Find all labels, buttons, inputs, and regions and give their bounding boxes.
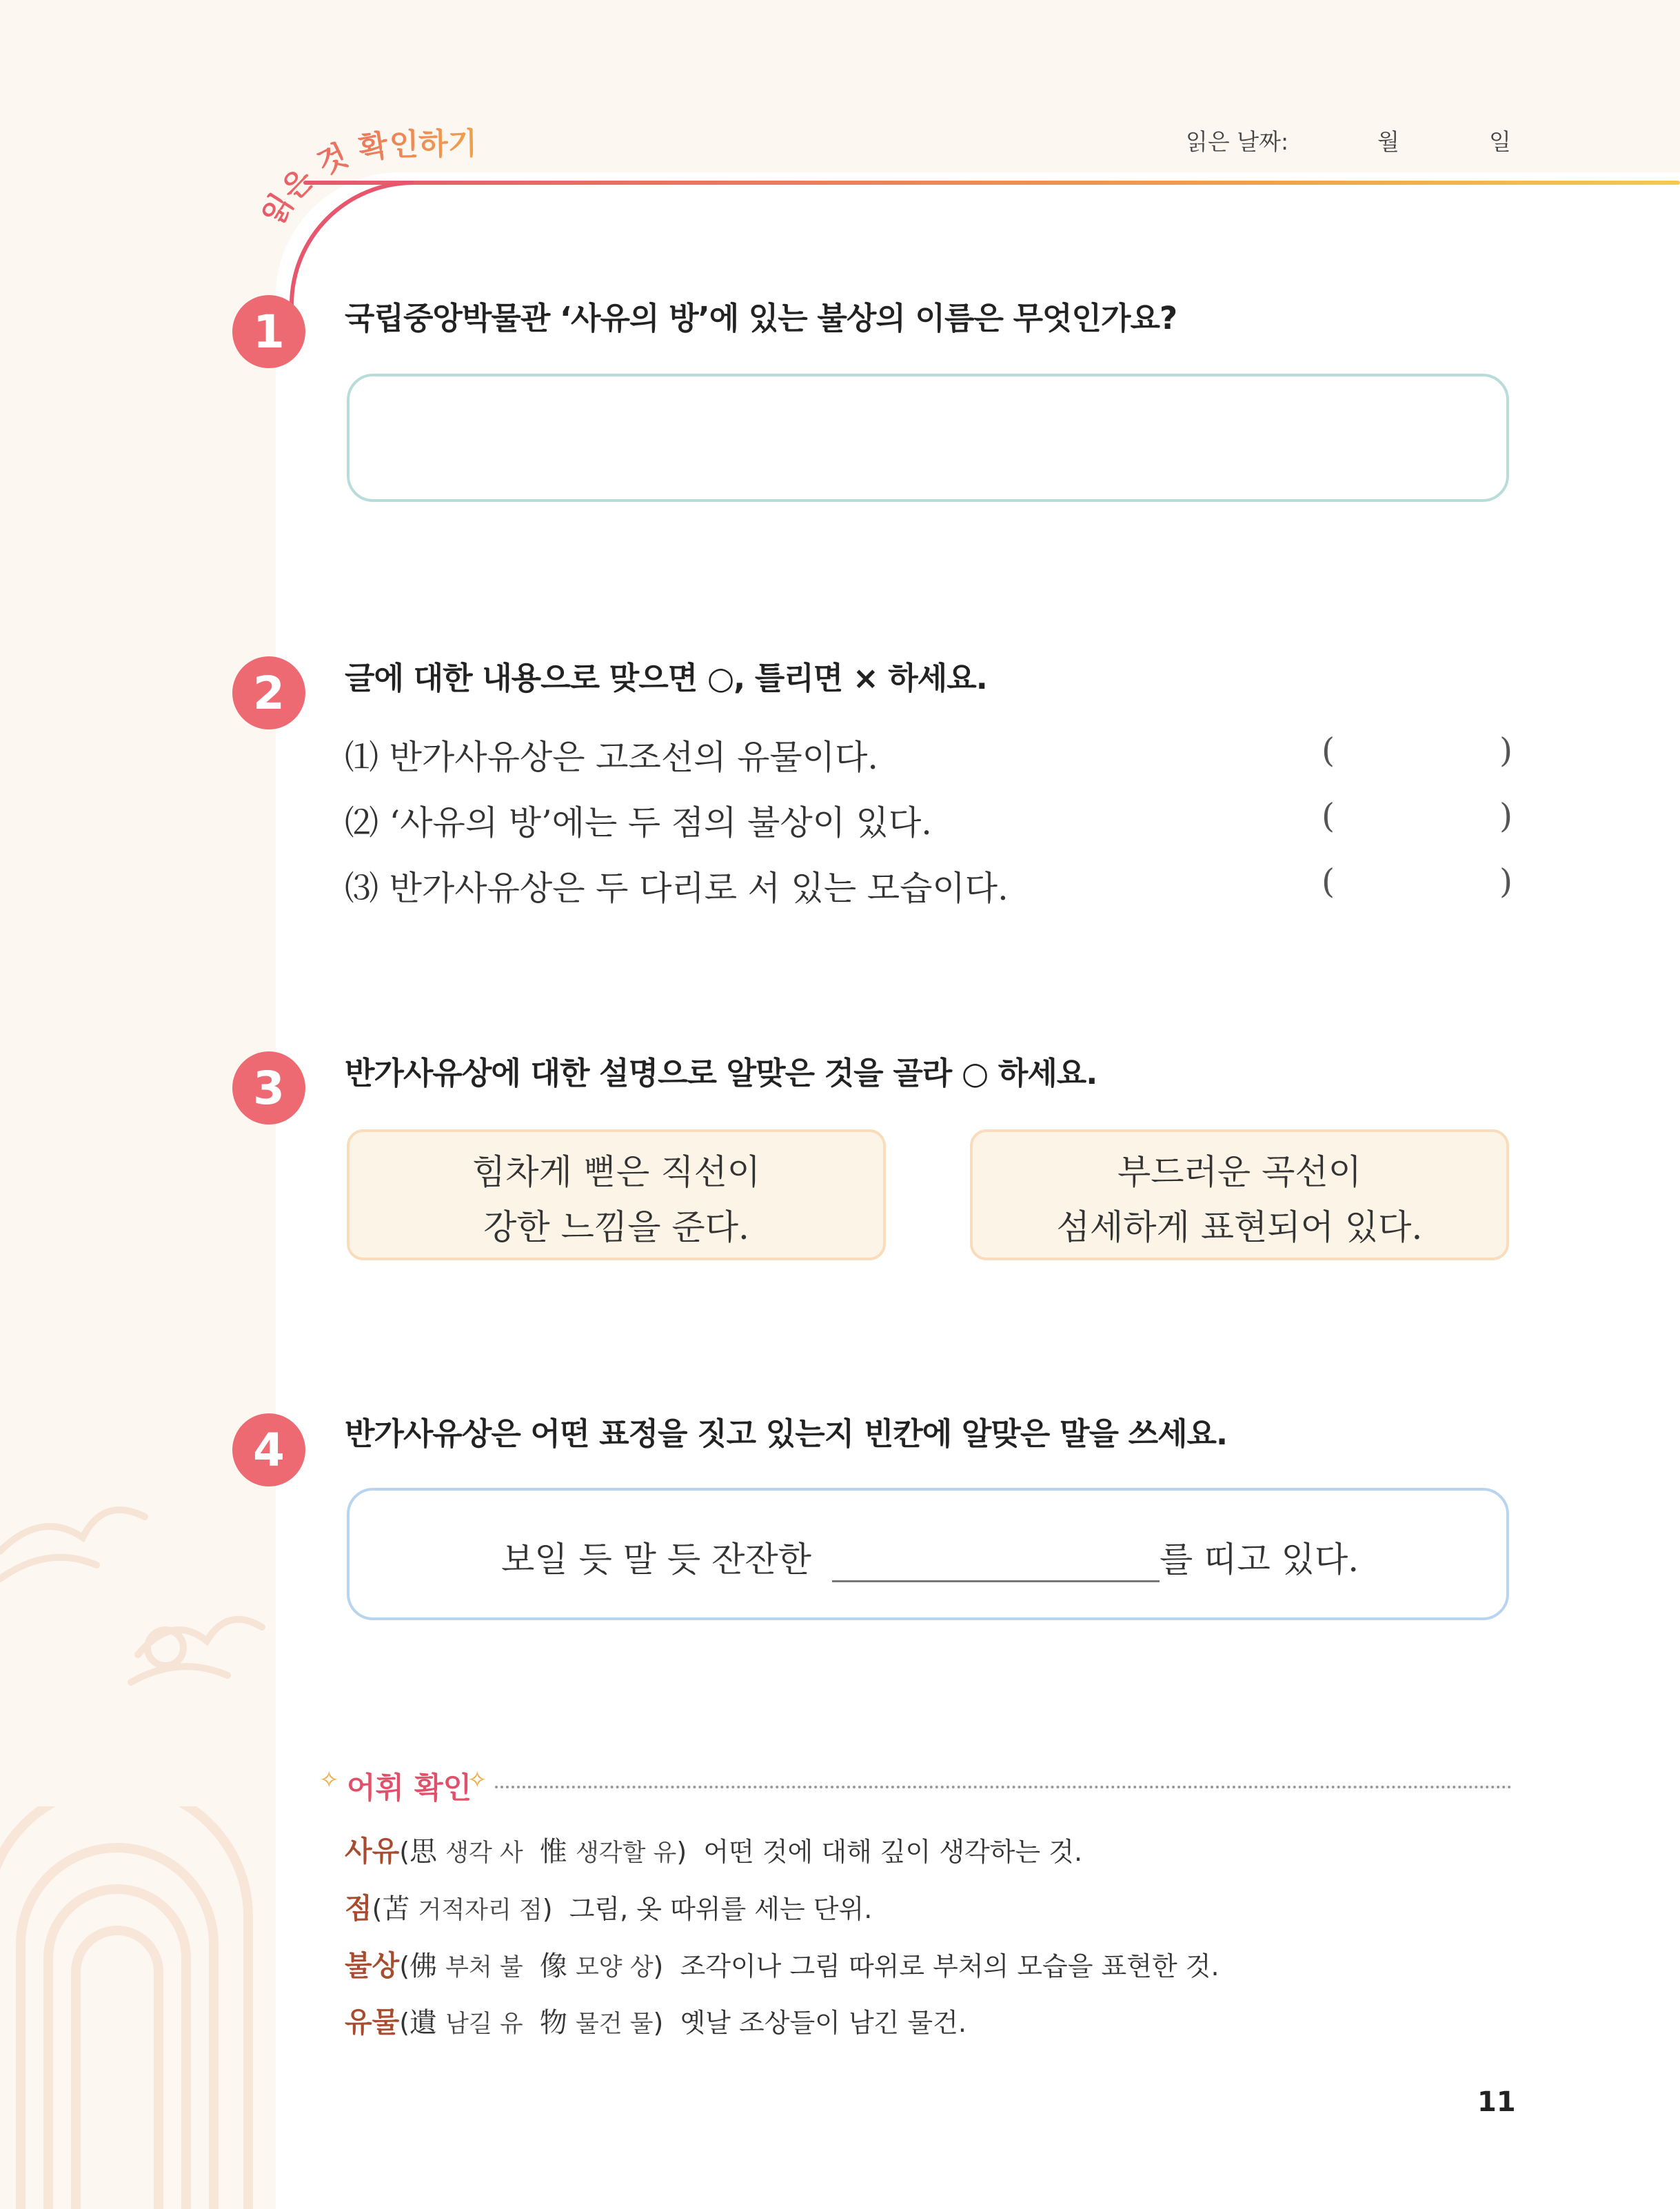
- vocab-entry: [345, 1943, 1219, 1984]
- vocab-definition: 그림, 옷 따위를 세는 단위.: [569, 1894, 873, 1924]
- ox-statement: ⑶ 반가사유상은 두 다리로 서 있는 모습이다.: [345, 869, 1009, 908]
- hanja-gloss: 물건 물: [575, 2010, 654, 2038]
- hanja: 物: [539, 2007, 567, 2039]
- hanja-gloss: 생각 사: [445, 1839, 523, 1867]
- month-label: 월: [1377, 128, 1399, 155]
- hanja: 佛: [409, 1950, 438, 1982]
- answer-blank[interactable]: [832, 1580, 1160, 1582]
- svg-text:읽은 것 확인하기: 읽은 것 확인하기: [259, 125, 478, 232]
- hanja: 惟: [539, 1836, 567, 1868]
- sentence-before: 보일 듯 말 듯 잔잔한: [501, 1540, 811, 1580]
- vocab-term: 유물: [345, 2006, 400, 2039]
- hanja-gloss: 모양 상: [575, 1954, 654, 1981]
- question-4-text: 반가사유상은 어떤 표정을 짓고 있는지 빈칸에 알맞은 말을 쓰세요.: [345, 1415, 1228, 1452]
- question-number-4: 4: [232, 1413, 305, 1486]
- ox-item-2: [345, 796, 1517, 845]
- paren: ): [653, 1951, 664, 1981]
- hanja-gloss: 거적자리 점: [418, 1897, 543, 1924]
- fill-in-box: [347, 1488, 1509, 1620]
- page-number: 11: [1477, 2086, 1516, 2118]
- question-2-text: 글에 대한 내용으로 맞으면 ○, 틀리면 × 하세요.: [345, 660, 987, 696]
- paren: (: [399, 1951, 410, 1981]
- choice-1-line-1: 힘차게 뻗은 직선이: [472, 1152, 761, 1192]
- hanja: 苫: [382, 1893, 410, 1925]
- hanja: 思: [409, 1836, 438, 1868]
- answer-paren-open[interactable]: (: [1322, 731, 1335, 770]
- hanja-gloss: 생각할 유: [575, 1839, 677, 1867]
- ox-item-1: [345, 731, 1517, 779]
- choice-box-1[interactable]: [347, 1129, 886, 1260]
- arch-decoration: [0, 1806, 290, 2209]
- sentence-after: 를 띠고 있다.: [1160, 1540, 1359, 1580]
- hanja-gloss: 남길 유: [445, 2010, 523, 2038]
- sparkle-icon: ✧: [467, 1766, 487, 1794]
- paren: ): [653, 2008, 664, 2038]
- hanja: 遺: [409, 2007, 438, 2039]
- answer-paren-open[interactable]: (: [1322, 796, 1335, 836]
- vocab-entry: [345, 1999, 966, 2040]
- vocabulary-header: [319, 1765, 1512, 1806]
- vocab-entry: [345, 1886, 872, 1926]
- header-rule: [303, 181, 1680, 185]
- section-title: [259, 124, 507, 248]
- answer-paren-close: ): [1499, 862, 1513, 901]
- vocab-term: 점: [345, 1892, 372, 1925]
- choice-2-line-1: 부드러운 곡선이: [1117, 1152, 1362, 1192]
- cloud-decoration: [0, 1482, 290, 1710]
- sparkle-icon: ✧: [319, 1766, 339, 1794]
- question-3-text: 반가사유상에 대한 설명으로 알맞은 것을 골라 ○ 하세요.: [345, 1055, 1097, 1091]
- ox-item-3: [345, 862, 1517, 910]
- vocab-term: 사유: [345, 1835, 400, 1868]
- choice-box-2[interactable]: [970, 1129, 1509, 1260]
- paren: ): [676, 1837, 687, 1867]
- vocabulary-title: 어휘 확인: [347, 1771, 472, 1806]
- paren: (: [399, 1837, 410, 1867]
- paren: (: [372, 1894, 383, 1924]
- reading-date: [1186, 124, 1599, 159]
- vocab-entry: [345, 1828, 1082, 1869]
- choice-2-line-2: 섬세하게 표현되어 있다.: [1056, 1207, 1423, 1247]
- paren: (: [399, 2008, 410, 2038]
- vocab-definition: 어떤 것에 대해 깊이 생각하는 것.: [703, 1837, 1083, 1867]
- answer-paren-close: ): [1499, 796, 1513, 836]
- question-number-1: 1: [232, 295, 305, 368]
- date-label: 읽은 날짜:: [1186, 128, 1289, 155]
- vocab-definition: 옛날 조상들이 남긴 물건.: [680, 2008, 966, 2038]
- ox-statement: ⑵ ‘사유의 방’에는 두 점의 불상이 있다.: [345, 803, 932, 843]
- question-1-text: 국립중앙박물관 ‘사유의 방’에 있는 불상의 이름은 무엇인가요?: [345, 300, 1177, 336]
- answer-paren-close: ): [1499, 731, 1513, 770]
- paren: ): [542, 1894, 553, 1924]
- hanja-gloss: 부처 불: [445, 1954, 523, 1981]
- ox-statement: ⑴ 반가사유상은 고조선의 유물이다.: [345, 738, 878, 777]
- hanja: 像: [539, 1950, 567, 1982]
- vocab-term: 불상: [345, 1949, 400, 1982]
- question-number-2: 2: [232, 656, 305, 729]
- vocab-definition: 조각이나 그림 따위로 부처의 모습을 표현한 것.: [680, 1951, 1219, 1981]
- question-number-3: 3: [232, 1051, 305, 1124]
- choice-1-line-2: 강한 느낌을 준다.: [483, 1207, 749, 1247]
- dotted-divider: [495, 1786, 1512, 1788]
- day-label: 일: [1489, 128, 1511, 155]
- answer-paren-open[interactable]: (: [1322, 862, 1335, 901]
- answer-box-1[interactable]: [347, 374, 1509, 502]
